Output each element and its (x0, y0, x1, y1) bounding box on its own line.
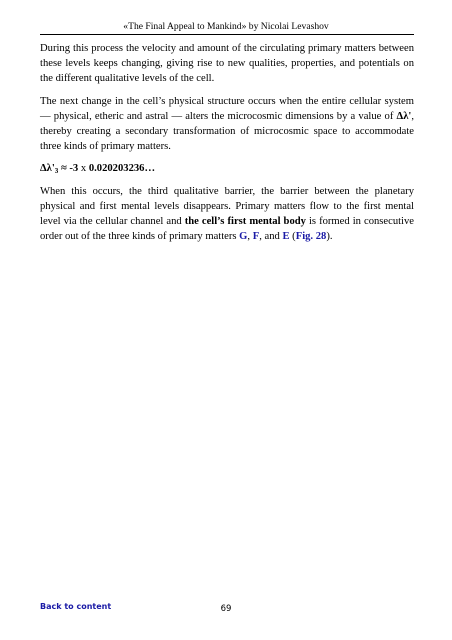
formula (40, 161, 414, 176)
separator-2: , and (259, 231, 283, 243)
paragraph-2-text: The next change in the cell’s physical structure occurs when the entire cellular system — physical, etheric and astral — alters the microcosmic dimensions by a value of (40, 95, 414, 122)
header-divider (40, 34, 414, 35)
paragraph-1: During this process the velocity and amount of the circulating primary matters between these levels keeps changing, giving rise to new qualities, properties, and potentials on the different qualitative levels of the cell. (40, 43, 414, 85)
separator-1: , (247, 231, 253, 243)
matter-e: E (282, 231, 290, 243)
page-content (40, 41, 414, 251)
page-header: «The Final Appeal to Mankind» by Nicolai Levashov (123, 21, 329, 32)
formula-subscript: 3 (54, 167, 59, 176)
paragraph-3-text-a: When this occurs, the third qualitative barrier, the barrier between the planetary physical and first mental levels disappears. Primary matters flow to the first mental level via the cellular channel and (40, 185, 414, 228)
paren-open: ( (289, 231, 296, 243)
figure-28-link[interactable]: Fig. 28 (295, 231, 327, 243)
paragraph-2 (40, 94, 414, 155)
matter-g: G (239, 231, 248, 243)
paragraph-3 (40, 184, 414, 245)
paragraph-2-end: , thereby creating a secondary transformation of microcosmic space to accommodate three kinds of primary matters. (40, 110, 414, 153)
paragraph-3-text-b: is formed in consecutive order out of the three kinds of primary matters (40, 216, 415, 243)
matter-f: F (252, 231, 260, 243)
formula-prefix: Δλ' (40, 163, 55, 175)
paren-close: ). (326, 231, 333, 243)
formula-value: 0.020203236… (86, 163, 156, 175)
formula-times: x (80, 163, 87, 175)
formula-rest: ≈ -3 (58, 163, 81, 175)
delta-lambda-symbol: Δλ' (396, 110, 412, 122)
back-to-content-link[interactable]: Back to content (40, 602, 112, 611)
page-number: 69 (220, 604, 232, 614)
first-mental-body-term: the cell’s first mental body (184, 216, 306, 228)
